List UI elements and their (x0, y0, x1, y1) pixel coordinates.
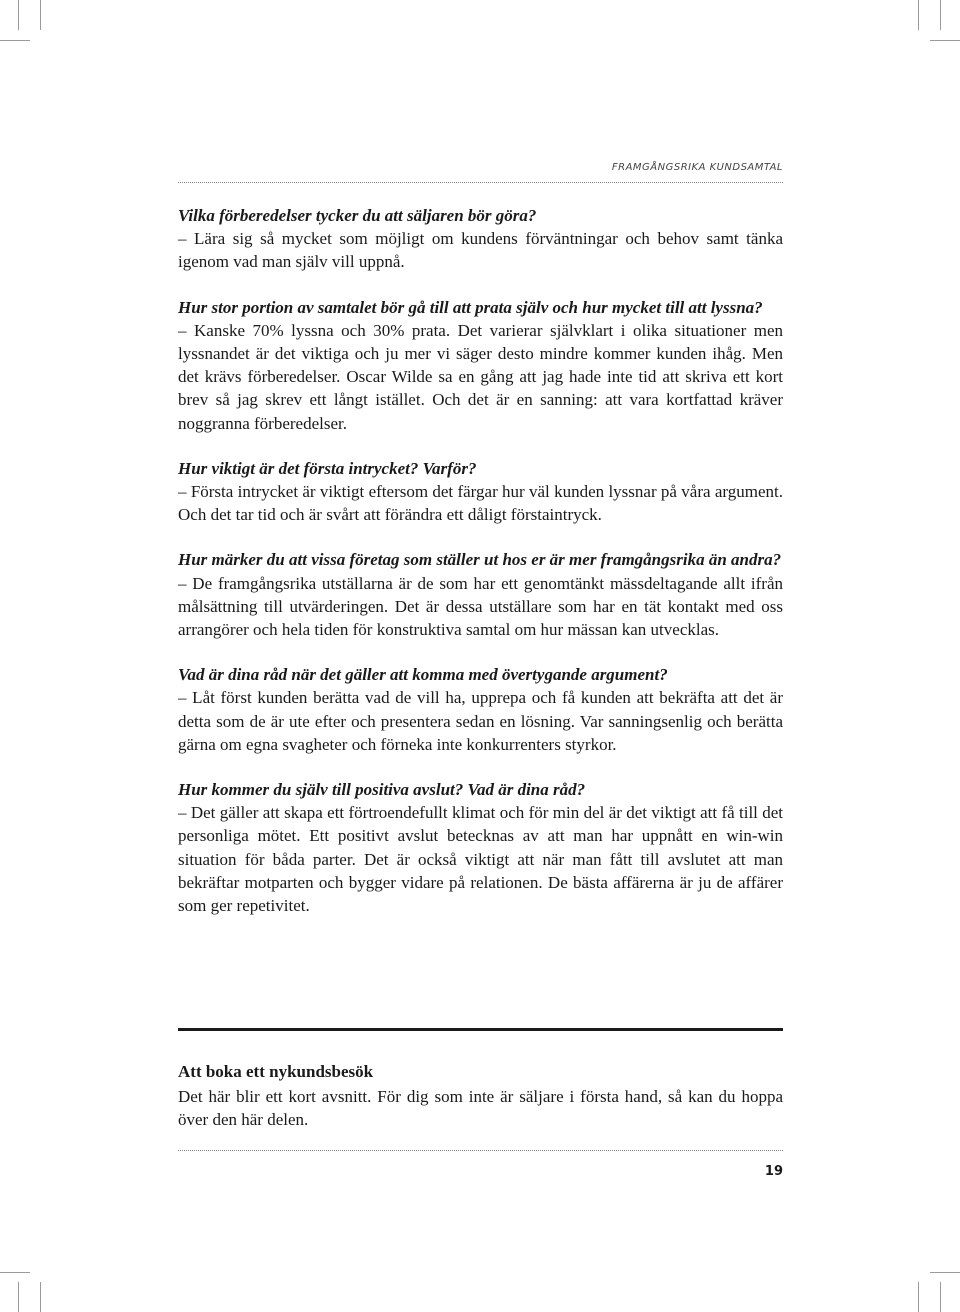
qa-item (178, 663, 783, 756)
answer: – Kanske 70% lyssna och 30% prata. Det varierar självklart i olika situationer men lyssnandet är det viktiga och ju mer vi säger desto mindre kommer kunden ihåg. Men det krävs förberedelser. Oscar Wilde sa en gång att jag hade inte tid att skriva ett kort brev så jag skrev ett långt istället. Och det är en sanning: att vara kortfattad kräver noggranna förberedelser. (178, 320, 783, 433)
crop-mark (18, 0, 19, 30)
qa-item (178, 296, 783, 435)
qa-item (178, 204, 783, 274)
question: Hur stor portion av samtalet bör gå till att prata själv och hur mycket till att lyssna? (178, 297, 763, 317)
crop-mark (918, 1282, 919, 1312)
header-divider (178, 182, 783, 183)
answer: – Låt först kunden berätta vad de vill ha, upprepa och få kunden att bekräfta att det är detta som de är ute efter och presentera sedan en lösning. Var sanningsenlig och berätta gärna om egna svagheter och förneka inte konkurrenters styrkor. (178, 688, 783, 754)
question: Vilka förberedelser tycker du att säljaren bör göra? (178, 206, 537, 225)
footer-divider (178, 1150, 783, 1151)
answer: – De framgångsrika utställarna är de som har ett genomtänkt mässdeltagande allt ifrån målsättning till utvärderingen. Det är dessa utställare som har en tät kontakt med oss arrangörer och hela tiden för konstruktiva samtal om hur mässan kan utvecklas. (178, 573, 783, 640)
section-body: Det här blir ett kort avsnitt. För dig som inte är säljare i första hand, så kan du hoppa över den här delen. (178, 1087, 783, 1130)
interview-content (178, 204, 783, 939)
qa-item (178, 548, 783, 641)
crop-mark (40, 1282, 41, 1312)
qa-item (178, 778, 783, 917)
question: Hur viktigt är det första intrycket? Varför? (178, 458, 477, 478)
answer: – Det gäller att skapa ett förtroendefullt klimat och för min del är det viktigt att få till det personliga mötet. Ett positivt avslut betecknas av att man har uppnått en win-win situation för båda parter. Det är också viktigt att när man fått till avslutet att man bekräftar motparten och bygger vidare på relationen. De bästa affärerna är ju de affärer som ger repetivitet. (178, 803, 783, 916)
question: Hur märker du att vissa företag som ställer ut hos er är mer framgångsrika än andra? (178, 550, 782, 570)
section-divider (178, 1028, 783, 1031)
crop-mark (940, 1282, 941, 1312)
answer: – Lära sig så mycket som möjligt om kundens förväntningar och behov samt tänka igenom vad man själv vill uppnå. (178, 229, 783, 272)
crop-mark (940, 0, 941, 30)
crop-mark (40, 0, 41, 30)
running-header: FRAMGÅNGSRIKA KUNDSAMTAL (611, 162, 783, 173)
crop-mark (930, 1272, 960, 1273)
crop-mark (918, 0, 919, 30)
crop-mark (0, 1272, 30, 1273)
section-title: Att boka ett nykundsbesök (178, 1062, 374, 1081)
answer: – Första intrycket är viktigt eftersom det färgar hur väl kunden lyssnar på våra argument. Och det tar tid och är svårt att förändra ett dåligt förstaintryck. (178, 482, 783, 525)
crop-mark (18, 1282, 19, 1312)
page-number: 19 (764, 1164, 783, 1179)
qa-item (178, 457, 783, 527)
crop-mark (930, 40, 960, 41)
question: Hur kommer du själv till positiva avslut? Vad är dina råd? (178, 780, 586, 800)
crop-mark (0, 40, 30, 41)
question: Vad är dina råd när det gäller att komma med övertygande argument? (178, 665, 668, 685)
